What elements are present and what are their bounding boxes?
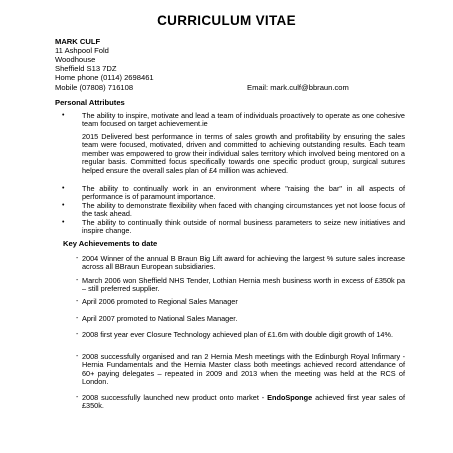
attribute-think-outside: The ability to continually think outside of normal business parameters to seize new initiatives and inspire change.	[82, 218, 405, 236]
contact-name: MARK CULF	[55, 37, 101, 46]
bullet-marker: •	[62, 202, 65, 209]
achievement-2006-tender: March 2006 won Sheffield NHS Tender, Lothian Hernia mesh business worth in excess of £350k pa – still preferred supplier.	[82, 276, 405, 294]
dash-marker: -	[76, 394, 79, 401]
endosponge-product-name: EndoSponge	[267, 393, 313, 402]
dash-marker: -	[76, 298, 79, 305]
attribute-2015-paragraph: 2015 Delivered best performance in terms of sales growth and profitability by ensuring the sales team were focused, motivated, driven and committed to achieving outstanding results. Each team member was empowered to grow their individual sales territory which involved being mentored on a regular basis. Committed focus specifically towards one specific product group, surgical sutures helped ensure the overall sales plan of £4 million was achieved.	[82, 132, 405, 175]
achievement-2006-promotion: April 2006 promoted to Regional Sales Manager	[82, 297, 238, 306]
mobile-phone: Mobile (07808) 716108	[55, 83, 134, 92]
dash-marker: -	[76, 315, 79, 322]
attribute-raise-the-bar: The ability to continually work in an environment where "raising the bar" in all aspects of performance is of paramount importance.	[82, 184, 405, 202]
bullet-marker: •	[62, 219, 65, 226]
achievement-2008-hernia-meetings: 2008 successfully organised and ran 2 Hernia Mesh meetings with the Edinburgh Royal Infirmary - Hernia Fundamentals and the Hernia Master class both meetings achieved record attendance of 60+ paying delegates – repeated in 2009 and 2013 when the meeting was held at the RCS of London.	[82, 352, 405, 387]
achievement-2007-promotion: April 2007 promoted to National Sales Manager.	[82, 314, 238, 323]
bullet-marker: •	[62, 112, 65, 119]
dash-marker: -	[76, 331, 79, 338]
achievement-2008-endosponge	[82, 394, 405, 411]
dash-marker: -	[76, 255, 79, 262]
dash-marker: -	[76, 353, 79, 360]
endosponge-text-before: 2008 successfully launched new product onto market -	[82, 393, 268, 402]
attribute-inspire: The ability to inspire, motivate and lead a team of individuals proactively to operate as one cohesive team focused on target achievement.ie	[82, 111, 405, 129]
endosponge-text-after: achieved first year sales of £350k.	[82, 393, 405, 411]
address-line-2: Woodhouse	[55, 55, 96, 64]
document-title: CURRICULUM VITAE	[157, 13, 296, 28]
bullet-marker: •	[62, 185, 65, 192]
home-phone: Home phone (0114) 2698461	[55, 73, 154, 82]
address-line-1: 11 Ashpool Fold	[55, 46, 109, 55]
achievement-2008-closure: 2008 first year ever Closure Technology achieved plan of £1.6m with double digit growth of 14%.	[82, 330, 393, 339]
address-line-3: Sheffield S13 7DZ	[55, 64, 117, 73]
email-address: Email: mark.culf@bbraun.com	[247, 83, 349, 92]
key-achievements-heading: Key Achievements to date	[63, 239, 158, 248]
achievement-2004: 2004 Winner of the annual B Braun Big Lift award for achieving the largest % suture sales increase across all BBraun European subsidiaries.	[82, 254, 405, 272]
dash-marker: -	[76, 277, 79, 284]
attribute-flexibility: The ability to demonstrate flexibility when faced with changing circumstances yet not loose focus of the task ahead.	[82, 201, 405, 219]
personal-attributes-heading: Personal Attributes	[55, 98, 125, 107]
